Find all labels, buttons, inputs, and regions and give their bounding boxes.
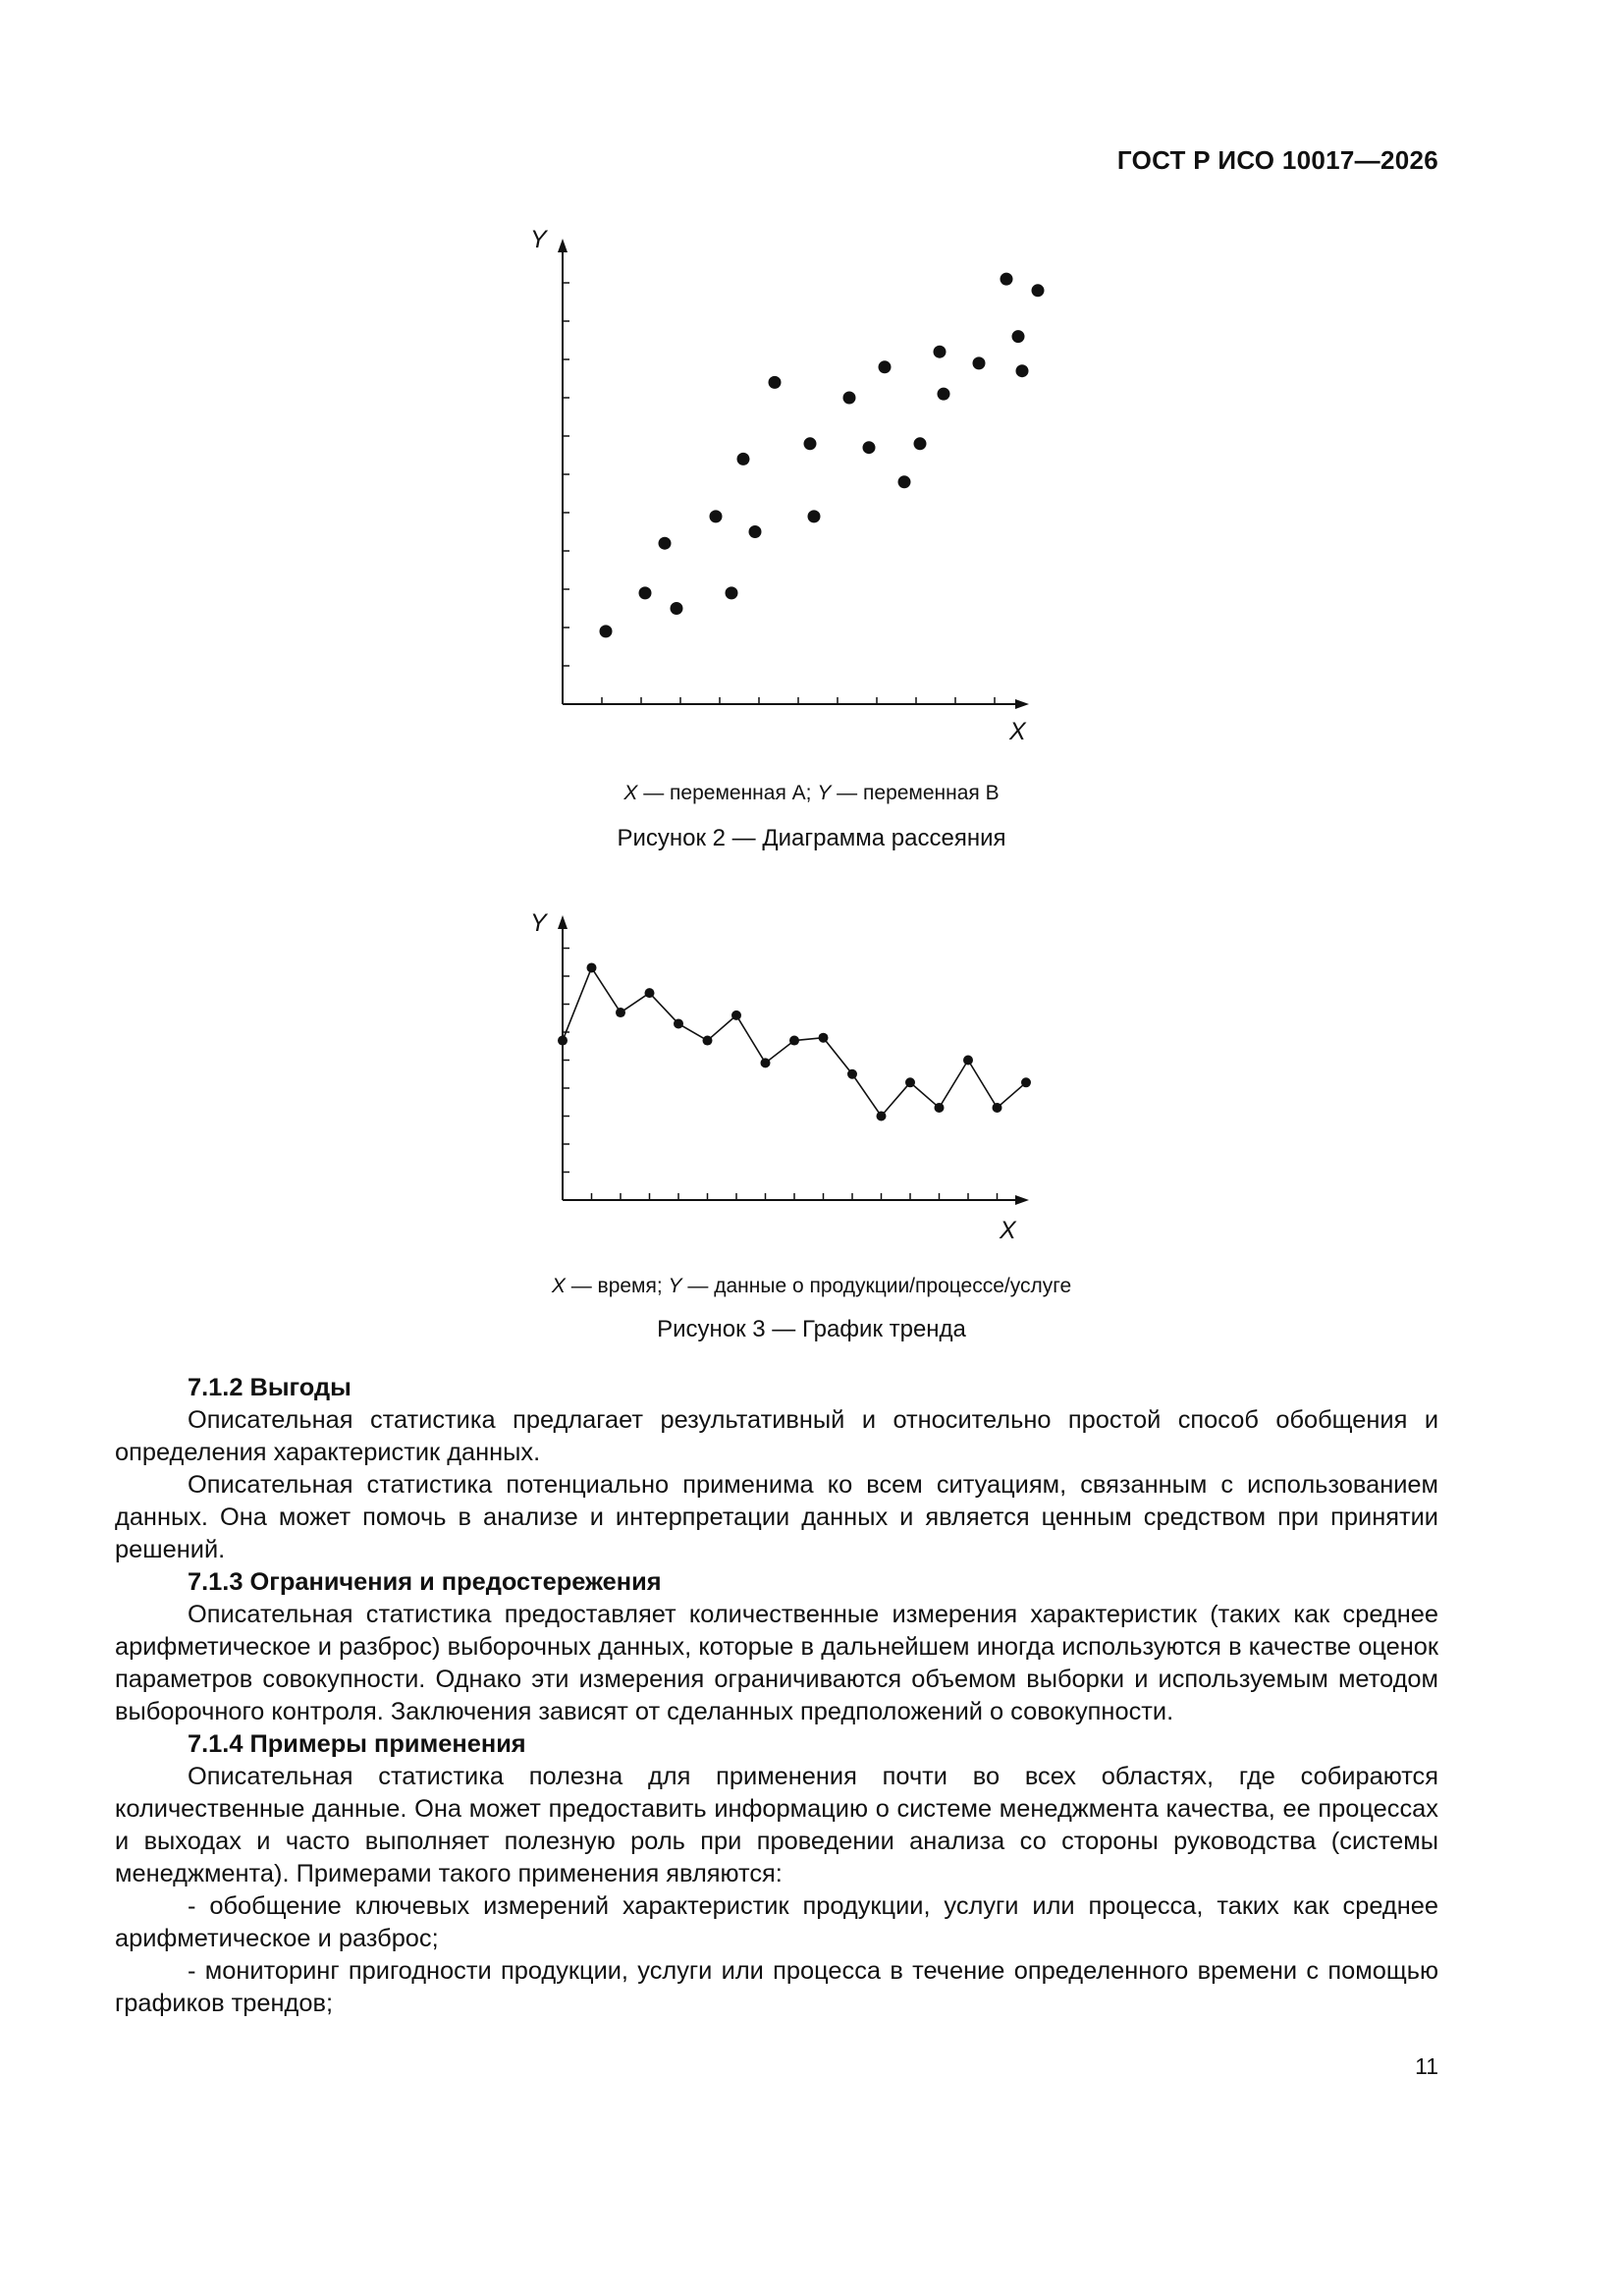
trend-point (587, 962, 597, 972)
scatter-point (737, 453, 750, 465)
scatter-point (726, 586, 738, 599)
scatter-point (769, 376, 782, 389)
scatter-point (671, 602, 683, 615)
scatter-point (934, 346, 947, 358)
heading-7-1-3: 7.1.3 Ограничения и предостережения (188, 1568, 662, 1596)
scatter-point (749, 525, 762, 538)
trend-point (1021, 1077, 1031, 1087)
scatter-point (659, 537, 672, 550)
scatter-point (710, 510, 723, 522)
paragraph: Описательная статистика полезна для применения почти во всех областях, где собираются количественные данные. Она может предоставить информацию о системе менеджмента качества, ее процессах и выходах и часто выполняет полезную роль при проведении анализа со стороны руководства (системы менеджмента). Примерами такого применения являются: (115, 1763, 1438, 1887)
trend-point (645, 988, 655, 998)
list-item: - обобщение ключевых измерений характеристик продукции, услуги или процесса, таких как среднее арифметическое и разброс; (115, 1892, 1438, 1952)
x-axis-arrow (1015, 1195, 1029, 1205)
scatter-point (938, 388, 950, 401)
trend-point (558, 1036, 568, 1046)
trend-point (616, 1008, 625, 1017)
trend-point (963, 1056, 973, 1066)
scatter-point (600, 625, 613, 637)
trend-point (819, 1033, 829, 1043)
figure2-caption: Рисунок 2 — Диаграмма рассеяния (617, 825, 1006, 851)
heading-7-1-2: 7.1.2 Выгоды (188, 1374, 352, 1401)
scatter-point (639, 586, 652, 599)
list-item: - мониторинг пригодности продукции, услуги или процесса в течение определенного времени с помощью графиков трендов; (115, 1957, 1438, 2017)
trend-point (877, 1112, 887, 1121)
paragraph: Описательная статистика потенциально применима ко всем ситуациям, связанным с использованием данных. Она может помочь в анализе и интерпретации данных и является ценным средством при принятии решений. (115, 1471, 1438, 1563)
trend-x-axis-label: X (1000, 1217, 1016, 1244)
scatter-point (863, 441, 876, 454)
trend-point (761, 1058, 771, 1067)
scatter-point (843, 392, 856, 405)
scatter-point (898, 475, 911, 488)
trend-point (993, 1103, 1002, 1113)
scatter-chart (511, 221, 1041, 751)
figure2-legend: X — переменная А; Y — переменная В (623, 782, 1000, 804)
scatter-point (808, 510, 821, 522)
paragraph: Описательная статистика предлагает результативный и относительно простой способ обобщения и определения характеристик данных. (115, 1406, 1438, 1466)
y-axis-arrow (558, 915, 568, 929)
scatter-point (804, 437, 817, 450)
paragraph: Описательная статистика предоставляет количественные измерения характеристик (таких как среднее арифметическое и разброс) выборочных данных, которые в дальнейшем иногда используются в качестве оценок параметров совокупности. Однако эти измерения ограничиваются объемом выборки и используемым методом выборочного контроля. Заключения зависят от сделанных предположений о совокупности. (115, 1601, 1438, 1725)
scatter-point (973, 356, 986, 369)
scatter-x-axis-label: X (1009, 718, 1026, 745)
trend-point (789, 1036, 799, 1046)
scatter-point (1001, 273, 1013, 286)
trend-point (935, 1103, 945, 1113)
page-number: 11 (1415, 2053, 1438, 2079)
body-text (115, 1372, 1438, 2020)
trend-point (731, 1011, 741, 1020)
figure3-caption: Рисунок 3 — График тренда (657, 1316, 966, 1342)
trend-y-axis-label: Y (530, 909, 547, 937)
trend-point (905, 1077, 915, 1087)
scatter-y-axis-label: Y (530, 226, 547, 253)
standard-header: ГОСТ Р ИСО 10017—2026 (1116, 145, 1438, 175)
scatter-point (1012, 330, 1025, 343)
trend-point (703, 1036, 713, 1046)
scatter-point (879, 360, 892, 373)
scatter-point (914, 437, 927, 450)
scatter-point (1032, 284, 1045, 297)
y-axis-arrow (558, 239, 568, 252)
heading-7-1-4: 7.1.4 Примеры применения (188, 1730, 526, 1758)
scatter-point (1016, 364, 1029, 377)
figure3-legend: X — время; Y — данные о продукции/процессе/услуге (551, 1275, 1072, 1297)
trend-point (674, 1018, 683, 1028)
trend-point (847, 1069, 857, 1079)
trend-chart (511, 903, 1041, 1247)
x-axis-arrow (1015, 699, 1029, 709)
